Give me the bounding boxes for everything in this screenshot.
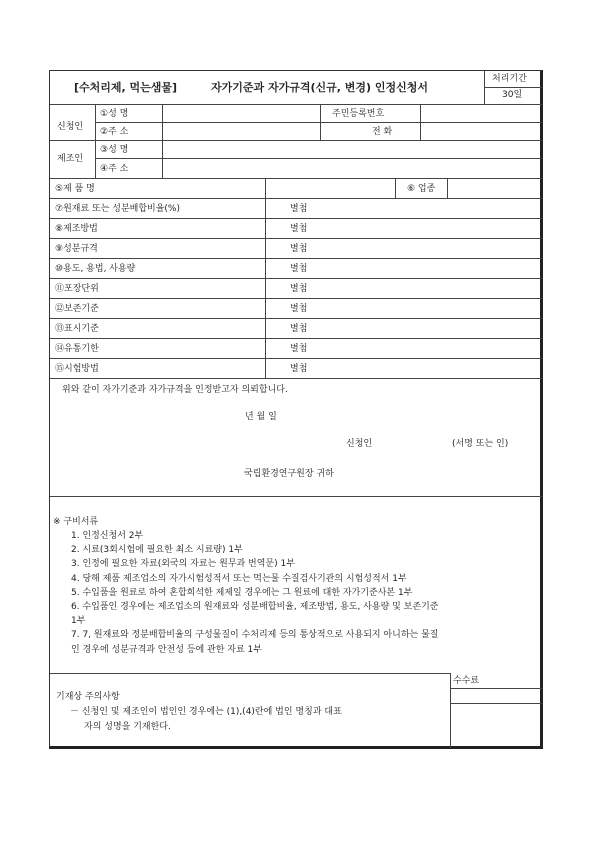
- document-item: 인 경우에 성분규격과 안전성 등에 관한 자료 1부: [71, 644, 262, 655]
- product-name-field[interactable]: [265, 178, 395, 198]
- row-label: ⑨성분규격: [55, 244, 98, 254]
- applicant-name-field[interactable]: [162, 104, 320, 122]
- form-title: 자가기준과 자가규격(신규, 변경) 인정신청서: [211, 81, 428, 94]
- document-item: 2. 시료(3회시험에 필요한 최소 시료량) 1부: [71, 545, 243, 556]
- phone-field[interactable]: [420, 122, 542, 140]
- fee-field[interactable]: [450, 688, 542, 703]
- product-name-label: ⑤제 품 명: [55, 184, 95, 194]
- period-label: 처리기간: [492, 74, 527, 84]
- documents-heading: ※ 구비서류: [53, 517, 99, 527]
- document-item: 6. 수입품인 경우에는 제조업소의 원재료와 성분배합비율, 제조방법, 용도, 사용량 및 보존기준: [71, 602, 439, 612]
- row-divider: [50, 298, 542, 299]
- row-value[interactable]: 별첨: [290, 224, 308, 234]
- row-divider: [50, 338, 542, 339]
- business-type-field[interactable]: [447, 178, 542, 198]
- business-type-label: ⑥ 업종: [407, 184, 436, 194]
- row-label: ⑬표시기준: [55, 324, 99, 334]
- form-category: [수처리제, 먹는샘물]: [74, 81, 178, 94]
- notes-line-1: － 신청인 및 제조인이 법인인 경우에는 (1),(4)란에 법인 명칭과 대표: [70, 707, 342, 717]
- manufacturer-address-field[interactable]: [162, 158, 542, 178]
- row-divider: [50, 278, 542, 279]
- manufacturer-name-field[interactable]: [162, 140, 542, 158]
- declaration-date: 년 월 일: [245, 412, 277, 422]
- row-divider: [50, 378, 542, 379]
- row-value[interactable]: 별첨: [290, 204, 308, 214]
- document-item: 5. 수입품을 원료로 하여 혼합희석한 제제일 경우에는 그 원료에 대한 자가기준사본 1부: [71, 587, 413, 598]
- document-item: 7. 7, 원재료와 정분배합비율의 구성물질이 수처리제 등의 통상적으로 사용되지 아니하는 물질: [71, 630, 439, 641]
- row-divider: [50, 358, 542, 359]
- row-value[interactable]: 별첨: [290, 344, 308, 354]
- document-item: 3. 인정에 필요한 자료(외국의 자료는 원무과 번역문) 1부: [71, 559, 295, 570]
- applicant-address-field[interactable]: [162, 122, 320, 140]
- fee-label: 수수료: [453, 676, 480, 686]
- notes-heading: 기재상 주의사항: [56, 692, 120, 702]
- row-divider: [50, 318, 542, 319]
- recipient: 국립환경연구원장 귀하: [244, 469, 334, 479]
- applicant-group-label: 신청인: [57, 122, 84, 132]
- row-divider: [50, 258, 542, 259]
- declaration-text: 위와 같이 자가기준과 자가규격을 인정받고자 의뢰합니다.: [62, 385, 288, 395]
- row-label: ⑮시험방법: [55, 364, 99, 374]
- row-divider: [50, 218, 542, 219]
- signature-label: (서명 또는 인): [452, 439, 509, 449]
- row-label: ⑪포장단위: [55, 284, 99, 294]
- row-value[interactable]: 별첨: [290, 244, 308, 254]
- manufacturer-name-label: ③성 명: [100, 145, 129, 155]
- notes-line-2: 자의 성명을 기재한다.: [84, 722, 171, 732]
- row-value[interactable]: 별첨: [290, 364, 308, 374]
- manufacturer-address-label: ④주 소: [100, 164, 129, 174]
- row-value[interactable]: 별첨: [290, 304, 308, 314]
- row-label: ⑧제조방법: [55, 224, 98, 234]
- rrn-field[interactable]: [420, 104, 542, 122]
- manufacturer-group-label: 제조인: [57, 154, 84, 164]
- row-label: ⑫보존기준: [55, 304, 99, 314]
- row-value[interactable]: 별첨: [290, 284, 308, 294]
- applicant-name-label: ①성 명: [100, 109, 129, 119]
- period-value: 30일: [502, 90, 523, 100]
- row-label: ⑩용도, 용법, 사용량: [55, 264, 136, 274]
- applicant-address-label: ②주 소: [100, 127, 129, 137]
- row-divider: [50, 238, 542, 239]
- row-value[interactable]: 별첨: [290, 264, 308, 274]
- document-item: 1. 인정신청서 2부: [71, 531, 144, 541]
- document-item: 1부: [71, 616, 86, 627]
- document-item: 4. 당해 제품 제조업소의 자가시험성적서 또는 먹는물 수질검사기관의 시험성적서 1부: [71, 573, 407, 584]
- row-label: ⑦원재료 또는 성분배합비율(%): [55, 204, 180, 214]
- application-form: [49, 70, 543, 749]
- phone-label: 전 화: [372, 127, 393, 137]
- declaration-applicant: 신청인: [346, 439, 373, 449]
- row-label: ⑭유통기한: [55, 344, 99, 354]
- rrn-label: 주민등록번호: [332, 109, 385, 119]
- row-value[interactable]: 별첨: [290, 324, 308, 334]
